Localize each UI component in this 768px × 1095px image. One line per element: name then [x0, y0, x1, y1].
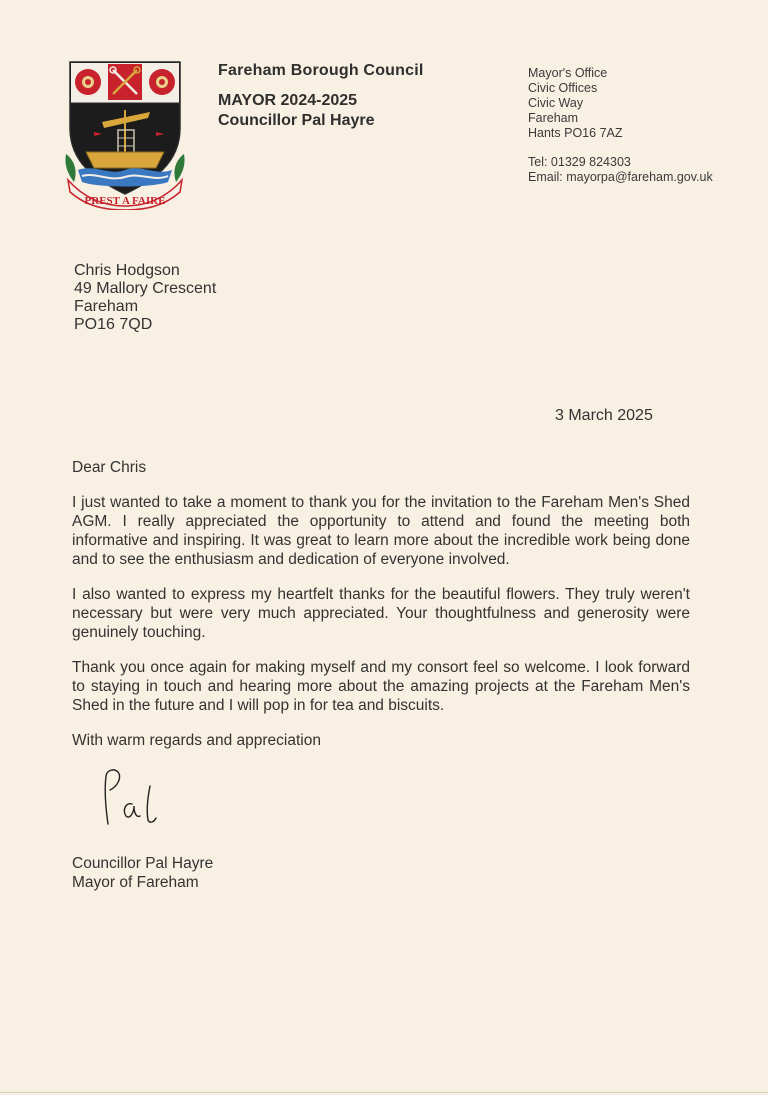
office-email: Email: mayorpa@fareham.gov.uk — [528, 170, 713, 184]
office-line: Mayor's Office — [528, 66, 608, 80]
recipient-line: Chris Hodgson — [74, 262, 180, 279]
office-line: Hants PO16 7AZ — [528, 126, 623, 140]
signoff-name: Councillor Pal Hayre — [72, 855, 214, 872]
office-address — [528, 66, 758, 185]
handwritten-signature-icon — [92, 766, 172, 830]
signoff-title: Mayor of Fareham — [72, 874, 199, 891]
recipient-line: PO16 7QD — [74, 316, 153, 333]
scan-edge-divider — [0, 1092, 768, 1093]
closing: With warm regards and appreciation — [72, 732, 321, 749]
letter-date: 3 March 2025 — [555, 407, 653, 424]
letter-body — [72, 458, 690, 766]
crest-motto: PREST A FAIRE — [84, 195, 166, 207]
office-line: Civic Offices — [528, 81, 598, 95]
fareham-coat-of-arms-icon — [64, 58, 186, 210]
office-tel: Tel: 01329 824303 — [528, 155, 631, 169]
body-paragraph: I also wanted to express my heartfelt thanks for the beautiful flowers. They truly weren't necessary but were very much appreciated. Your thoughtfulness and generosity were genuinely touching. — [72, 586, 690, 641]
mayor-term: MAYOR 2024-2025 — [218, 92, 358, 109]
body-paragraph: Thank you once again for making myself and my consort feel so welcome. I look forward to staying in touch and hearing more about the amazing projects at the Fareham Men's Shed in the future and I will pop in for tea and biscuits. — [72, 659, 690, 714]
council-heading — [218, 62, 478, 130]
salutation: Dear Chris — [72, 459, 147, 476]
recipient-line: Fareham — [74, 298, 139, 315]
recipient-line: 49 Mallory Crescent — [74, 280, 217, 297]
office-line: Civic Way — [528, 96, 584, 110]
body-paragraph: I just wanted to take a moment to thank you for the invitation to the Fareham Men's Shed AGM. I really appreciated the opportunity to attend and found the meeting both informative and inspiring. It was great to learn more about the incredible work being done and to see the enthusiasm and dedication of everyone involved. — [72, 494, 690, 568]
recipient-address — [74, 262, 216, 334]
council-name: Fareham Borough Council — [218, 62, 424, 79]
office-line: Fareham — [528, 111, 579, 125]
mayor-name: Councillor Pal Hayre — [218, 112, 375, 129]
signoff-block — [72, 854, 213, 892]
